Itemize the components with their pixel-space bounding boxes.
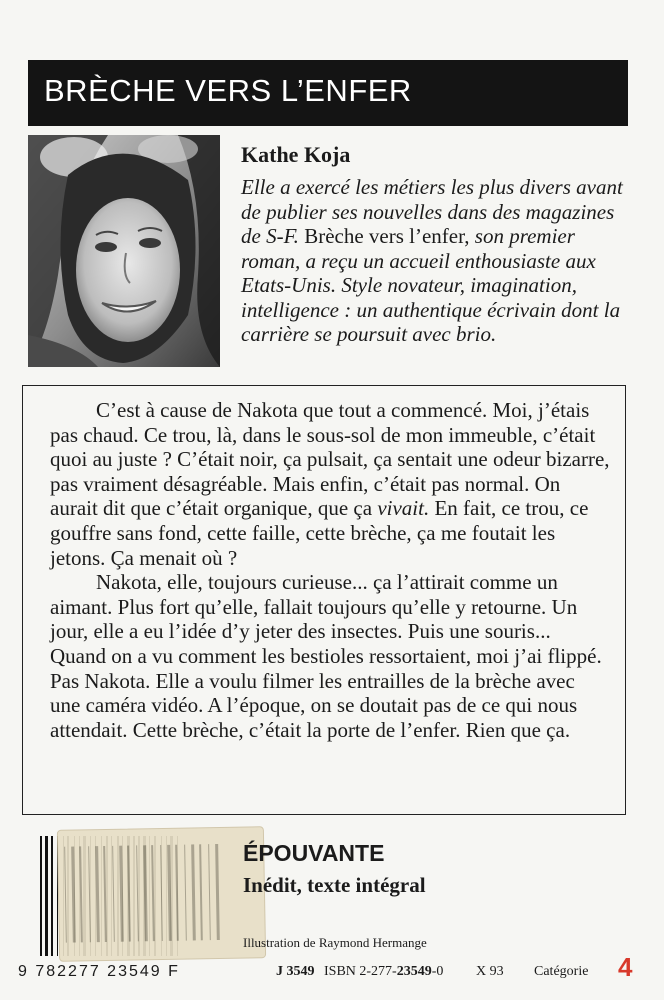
sticker-bar [127,846,131,942]
category-number: 4 [618,952,633,982]
excerpt-p1-italic: vivait. [377,496,430,521]
excerpt-p1-end: En fait, ce trou, ce gouffre sans fond, cette faille, cette brèche, ça me foutait les jetons. Ça menait où ? [50,496,589,570]
category-label: Catégorie [534,964,589,979]
price-sticker [57,826,266,962]
title-banner [28,60,628,126]
bio-text-2: son premier roman, a reçu un accueil enthousiaste aux Etats-Unis. Style novateur, imagination, intelligence : un authentique écrivain dont la carrière se poursuit avec brio. [241,224,621,346]
sticker-bar [208,844,211,940]
barcode-bar [45,836,48,956]
sticker-bar [103,846,107,942]
sticker-bar [143,845,148,941]
excerpt-paragraph-1 [50,398,610,570]
sticker-bar [151,845,155,941]
barcode-bar [40,836,42,956]
sticker-bar [184,845,187,941]
genre-label: ÉPOUVANTE [243,840,385,866]
sticker-bar [175,845,179,941]
sticker-bar [95,846,100,942]
isbn [324,964,443,980]
excerpt-text [50,398,610,742]
catalog-reference: J 3549 [276,964,315,979]
sticker-bar [136,845,139,941]
isbn-suffix: -0 [431,964,444,979]
sticker-bar [167,845,172,941]
illustration-credit: Illustration de Raymond Hermange [243,935,427,950]
sticker-bar [112,846,115,942]
sticker-bar [199,844,203,940]
isbn-prefix: ISBN 2-277- [324,964,397,979]
footer-line [18,952,638,992]
bio-book-title: Brèche vers l’enfer, [304,224,470,248]
excerpt-paragraph-2: Nakota, elle, toujours curieuse... ça l’attirait comme un aimant. Plus fort qu’elle, fallait toujours qu’elle y retourne. Un jour, elle a eu l’idée d’y jeter des insectes. Puis une souris... Quand on a vu comment les bestioles ressortaient, moi j’ai flippé. Pas Nakota. Elle a voulu filmer les entrailles de la brèche avec une caméra vidéo. A l’époque, on se doutait pas de ce qui nous attendait. Cette brèche, c’était la porte de l’enfer. Rien que ça. [50,570,602,742]
sticker-bar [79,846,83,942]
isbn-bold: 23549 [396,964,432,979]
sticker-bar [71,847,76,943]
sticker-bar [119,846,124,942]
bio-text-1: Elle a exercé les métiers les plus divers avant de publier ses nouvelles dans des magazines de S-F. [241,175,623,248]
price-code: X 93 [476,964,504,979]
sticker-bar [160,845,163,941]
author-bio [241,175,626,347]
sticker-bar [215,844,220,940]
author-name: Kathe Koja [241,142,351,167]
edition-label: Inédit, texte intégral [243,873,426,897]
sticker-bar [64,847,67,943]
author-photo [28,135,220,367]
sticker-bar [191,844,196,940]
book-title: BRÈCHE VERS L’ENFER [44,73,412,108]
excerpt-p1-start: C’est à cause de Nakota que tout a commencé. Moi, j’étais pas chaud. Ce trou, là, dans le sous-sol de mon immeuble, c’était quoi au juste ? C’était noir, ça pulsait, ça sentait une odeur bizarre, pas vraiment désagréable. Mais enfin, c’était pas normal. On aurait dit que c’était organique, que ça [50,398,610,521]
sticker-bar [88,846,91,942]
barcode-digits: 9 782277 23549 F [18,963,180,980]
barcode-bar [51,836,53,956]
